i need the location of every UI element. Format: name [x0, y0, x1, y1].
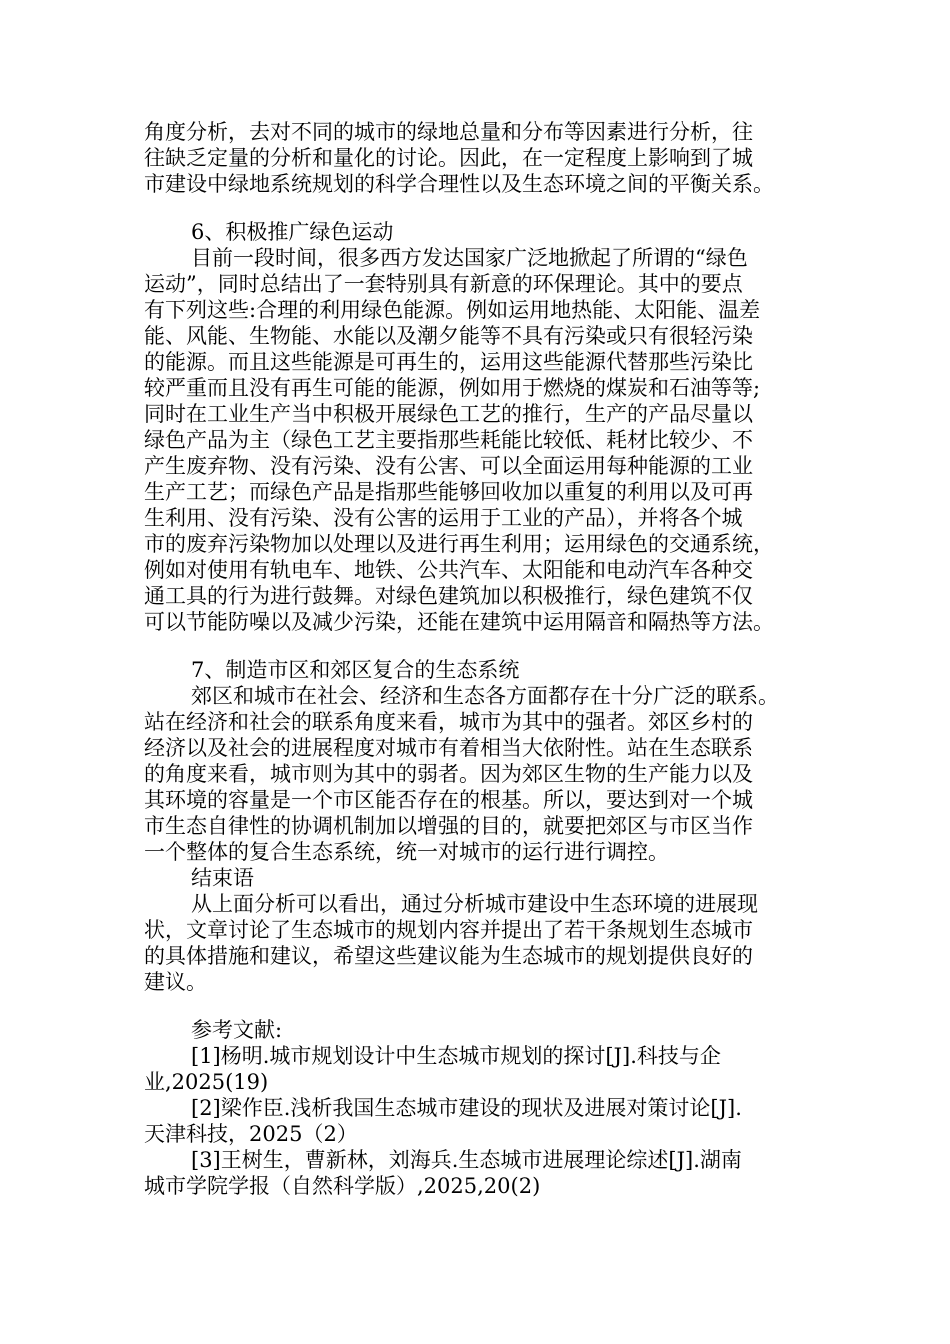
text-line: 产生废弃物、没有污染、没有公害、可以全面运用每种能源的工业: [144, 454, 753, 478]
text-line: 郊区和城市在社会、经济和生态各方面都存在十分广泛的联系。: [191, 684, 779, 708]
text-line: 角度分析，去对不同的城市的绿地总量和分布等因素进行分析，往: [144, 120, 753, 144]
references-heading: 参考文献:: [191, 1018, 283, 1042]
reference-item: [144, 1043, 812, 1095]
text-line: 从上面分析可以看出，通过分析城市建设中生态环境的进展现: [191, 892, 758, 916]
text-line: 建议。: [144, 970, 207, 994]
reference-line: 天津科技，2025（2）: [144, 1122, 358, 1146]
text-line: 经济以及社会的进展程度对城市有着相当大依附性。站在生态联系: [144, 736, 753, 760]
text-line: 市建设中绿地系统规划的科学合理性以及生态环境之间的平衡关系。: [144, 172, 774, 196]
text-line: 有下列这些:合理的利用绿色能源。例如运用地热能、太阳能、温差: [144, 298, 761, 322]
section-6-heading: 6、积极推广绿色运动: [191, 220, 394, 244]
text-line: 其环境的容量是一个市区能否存在的根基。所以，要达到对一个城: [144, 788, 753, 812]
text-line: 可以节能防噪以及减少污染，还能在建筑中运用隔音和隔热等方法。: [144, 610, 774, 634]
reference-line: [1]杨明.城市规划设计中生态城市规划的探讨[J].科技与企: [191, 1044, 721, 1068]
reference-line: 业,2025(19): [144, 1070, 269, 1094]
text-line: 绿色产品为主（绿色工艺主要指那些耗能比较低、耗材比较少、不: [144, 428, 753, 452]
text-line: 能、风能、生物能、水能以及潮夕能等不具有污染或只有很轻污染: [144, 324, 753, 348]
text-line: 一个整体的复合生态系统，统一对城市的运行进行调控。: [144, 840, 669, 864]
conclusion-paragraph: [144, 891, 812, 995]
reference-item: [144, 1147, 812, 1199]
intro-paragraph: [144, 119, 812, 197]
references-section: [144, 1017, 812, 1199]
text-line: 往缺乏定量的分析和量化的讨论。因此，在一定程度上影响到了城: [144, 146, 753, 170]
reference-line: 城市学院学报（自然科学版）,2025,20(2): [144, 1174, 541, 1198]
text-line: 的角度来看，城市则为其中的弱者。因为郊区生物的生产能力以及: [144, 762, 753, 786]
conclusion-heading: 结束语: [191, 866, 254, 890]
text-line: 站在经济和社会的联系角度来看，城市为其中的强者。郊区乡村的: [144, 710, 753, 734]
text-line: 同时在工业生产当中积极开展绿色工艺的推行，生产的产品尽量以: [144, 402, 753, 426]
section-6-paragraph: [144, 245, 812, 635]
text-line: 生利用、没有污染、没有公害的运用于工业的产品），并将各个城: [144, 506, 743, 530]
text-line: 较严重而且没有再生可能的能源，例如用于燃烧的煤炭和石油等等;: [144, 376, 761, 400]
section-7-heading: 7、制造市区和郊区复合的生态系统: [191, 658, 520, 682]
text-line: 例如对使用有轨电车、地铁、公共汽车、太阳能和电动汽车各种交: [144, 558, 753, 582]
text-line: 的能源。而且这些能源是可再生的，运用这些能源代替那些污染比: [144, 350, 753, 374]
text-line: 市生态自律性的协调机制加以增强的目的，就要把郊区与市区当作: [144, 814, 753, 838]
text-line: 的具体措施和建议，希望这些建议能为生态城市的规划提供良好的: [144, 944, 753, 968]
document-page: [144, 119, 812, 1199]
reference-item: [144, 1095, 812, 1147]
section-7-paragraph: [144, 683, 812, 865]
text-line: 市的废弃污染物加以处理以及进行再生利用；运用绿色的交通系统，: [144, 532, 774, 556]
text-line: 生产工艺；而绿色产品是指那些能够回收加以重复的利用以及可再: [144, 480, 753, 504]
text-line: 运动”，同时总结出了一套特别具有新意的环保理论。其中的要点: [144, 272, 743, 296]
text-line: 目前一段时间，很多西方发达国家广泛地掀起了所谓的“绿色: [191, 246, 748, 270]
text-line: 状，文章讨论了生态城市的规划内容并提出了若干条规划生态城市: [144, 918, 753, 942]
text-line: 通工具的行为进行鼓舞。对绿色建筑加以积极推行，绿色建筑不仅: [144, 584, 753, 608]
reference-line: [2]梁作臣.浅析我国生态城市建设的现状及进展对策讨论[J].: [191, 1096, 742, 1120]
reference-line: [3]王树生，曹新林，刘海兵.生态城市进展理论综述[J].湖南: [191, 1148, 742, 1172]
